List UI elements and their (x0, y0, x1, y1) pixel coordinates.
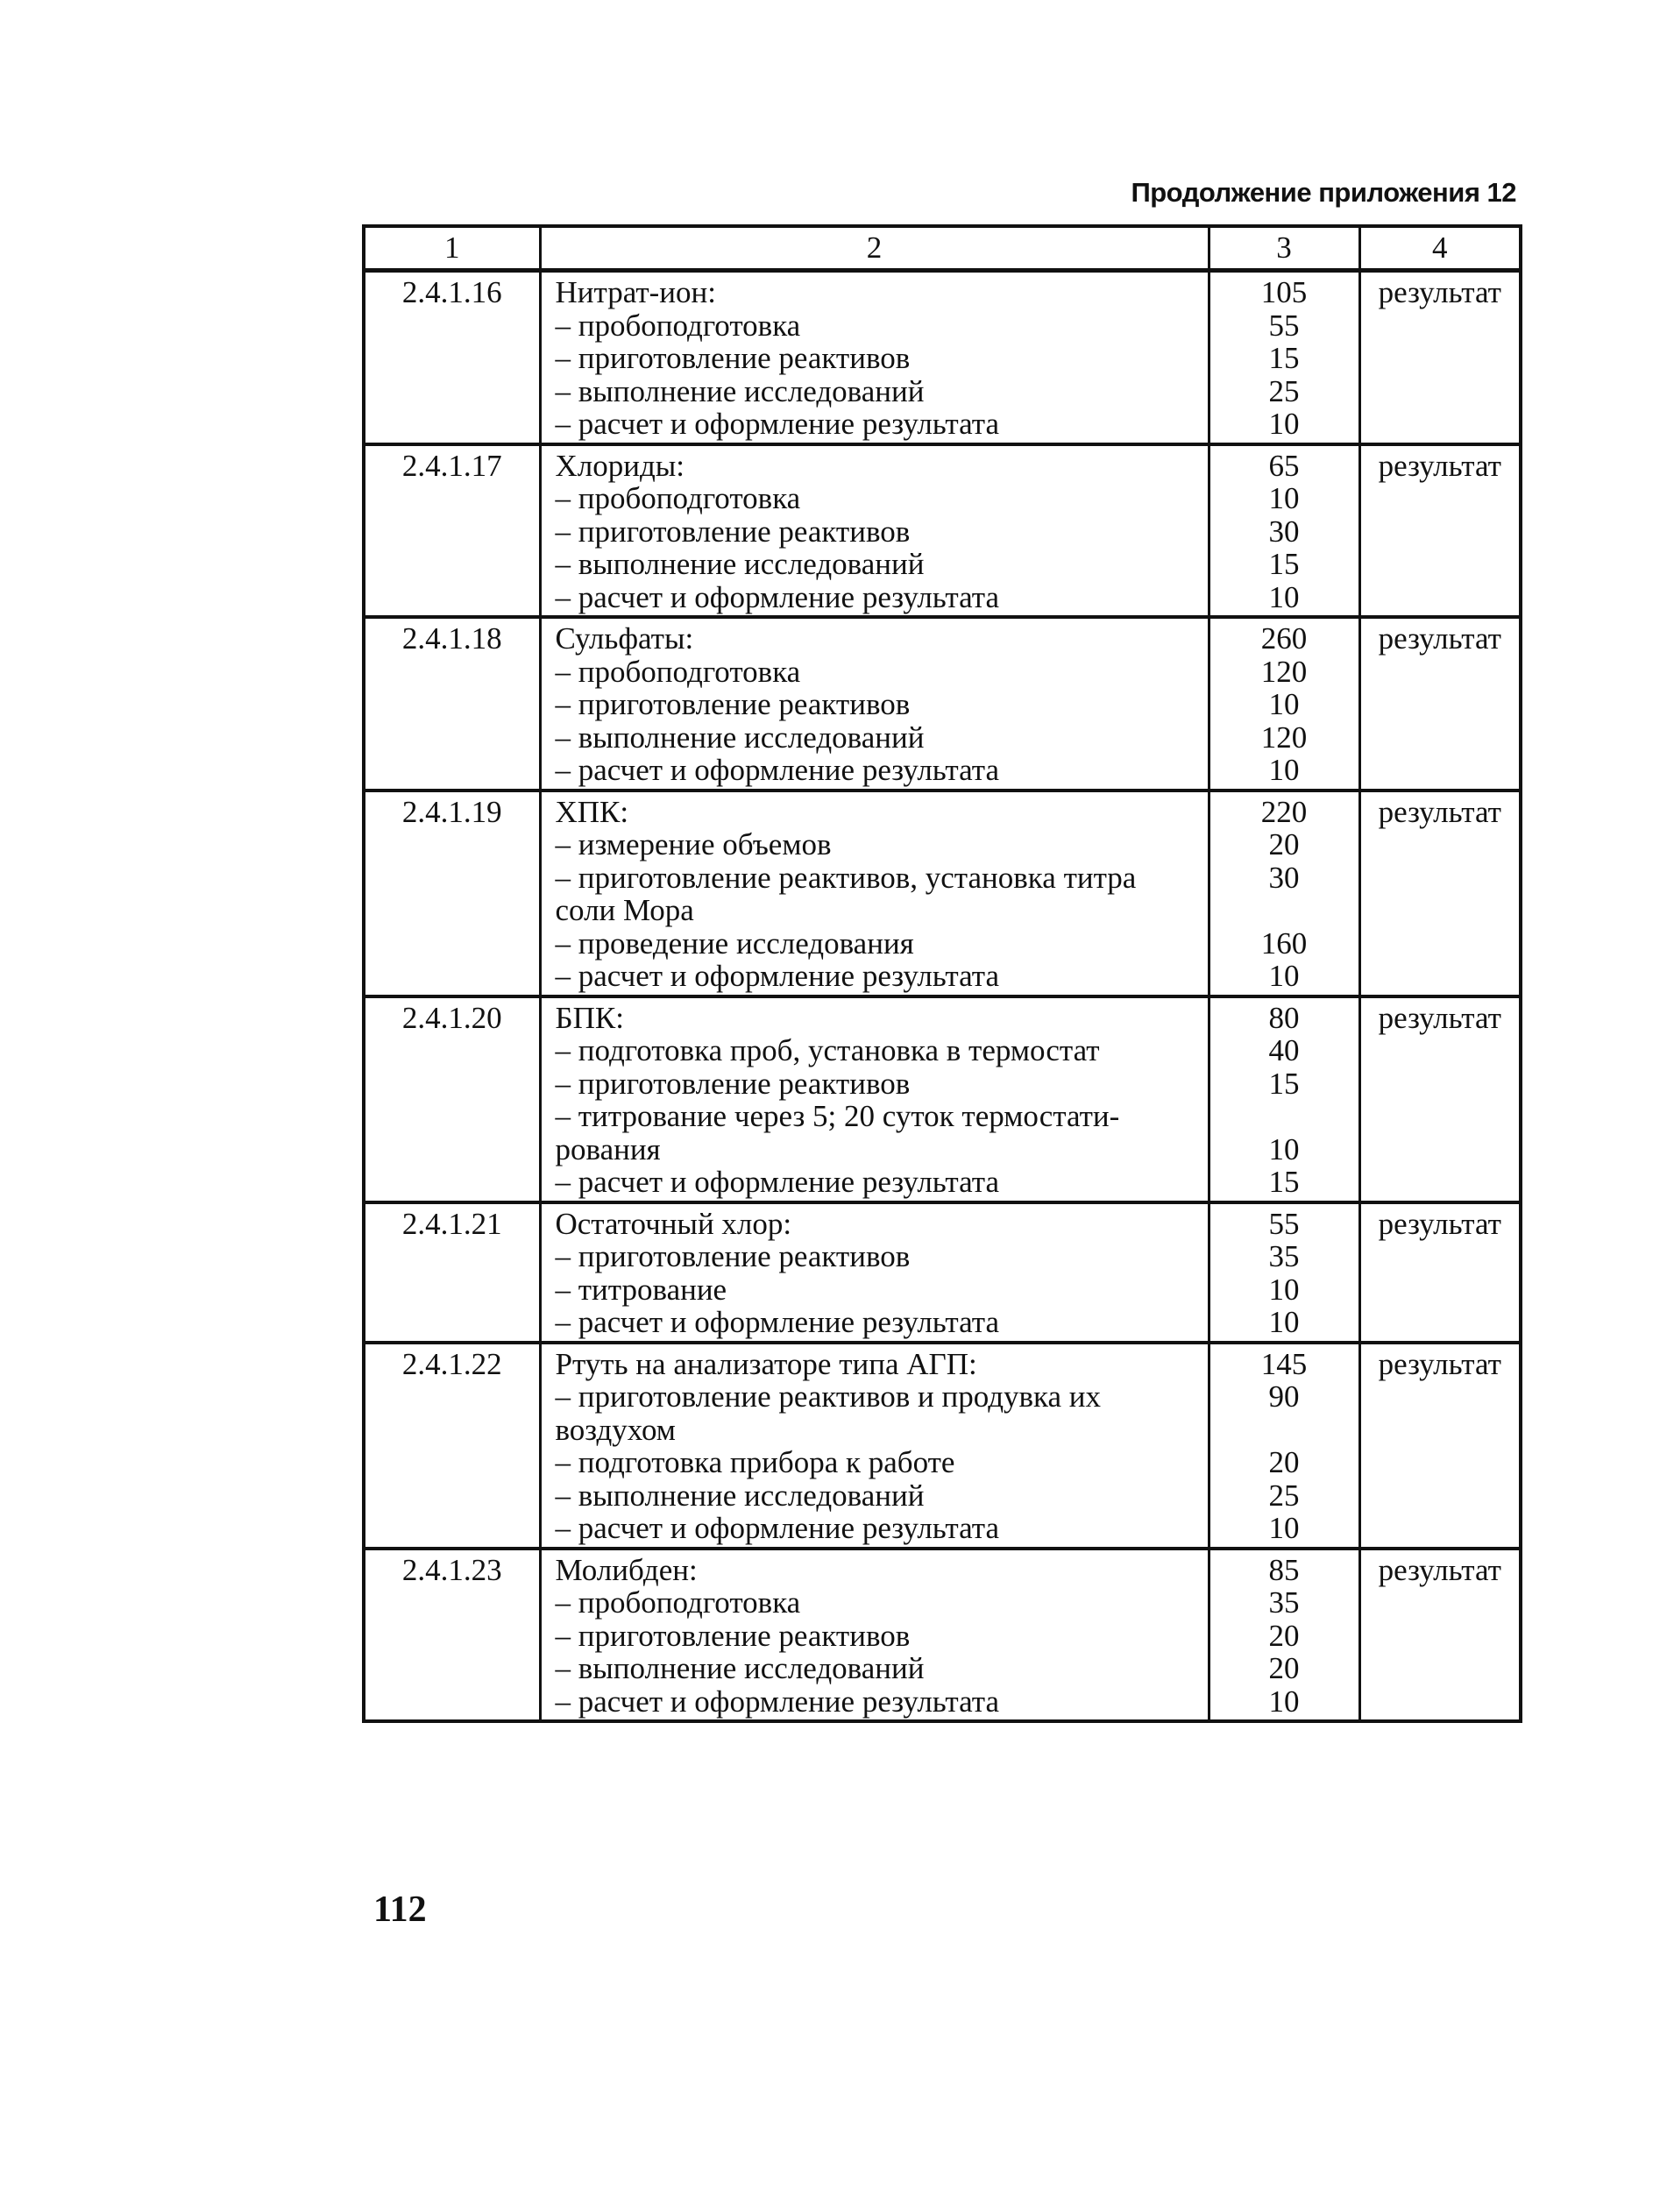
item-code: 2.4.1.22 (364, 1343, 540, 1549)
item-step-value: 10 (1268, 1272, 1300, 1307)
item-step-value: 10 (1268, 407, 1300, 441)
item-code: 2.4.1.20 (364, 996, 540, 1202)
item-step-value: 40 (1268, 1033, 1300, 1067)
item-step-value: 15 (1268, 341, 1300, 375)
item-step-value: 10 (1268, 1684, 1300, 1719)
item-time-values (1209, 1202, 1359, 1343)
item-step-value: 120 (1260, 720, 1308, 755)
item-step-value: 25 (1268, 373, 1300, 408)
item-unit: результат (1359, 1202, 1521, 1343)
column-header-3: 3 (1209, 226, 1359, 271)
item-step: – пробоподготовка (555, 654, 801, 689)
item-step: – подготовка прибора к работе (555, 1445, 955, 1479)
item-step-value: 15 (1268, 1066, 1300, 1101)
item-step-value: 35 (1268, 1239, 1300, 1273)
item-step: воздухом (555, 1412, 676, 1447)
item-step: – выполнение исследований (555, 1651, 925, 1685)
item-step: – расчет и оформление результата (555, 407, 1000, 441)
item-step: – приготовление реактивов (555, 341, 911, 375)
item-total-value: 220 (1260, 794, 1308, 829)
item-title: Ртуть на анализаторе типа АГП: (555, 1346, 977, 1381)
item-step: – приготовление реактивов (555, 1239, 911, 1273)
table-row (364, 791, 1521, 996)
item-step-value: 120 (1260, 654, 1308, 689)
continuation-note: Продолжение приложения 12 (1131, 177, 1516, 208)
item-step-value (1210, 1414, 1358, 1447)
item-title: ХПК: (555, 794, 629, 829)
item-step: – приготовление реактивов и продувка их (555, 1379, 1102, 1414)
item-step: – расчет и оформление результата (555, 1684, 1000, 1719)
item-code: 2.4.1.21 (364, 1202, 540, 1343)
item-step: – измерение объемов (555, 827, 832, 861)
item-code: 2.4.1.19 (364, 791, 540, 996)
item-total-value: 55 (1268, 1206, 1300, 1241)
item-step-value: 20 (1268, 1618, 1300, 1653)
item-step-value: 10 (1268, 753, 1300, 787)
page-number: 112 (373, 1889, 427, 1930)
item-description (540, 791, 1209, 996)
item-step: – выполнение исследований (555, 1478, 925, 1513)
item-step: – выполнение исследований (555, 547, 925, 581)
column-header-4: 4 (1359, 226, 1521, 271)
item-step: – расчет и оформление результата (555, 1165, 1000, 1199)
item-unit: результат (1359, 1343, 1521, 1549)
item-description (540, 996, 1209, 1202)
item-total-value: 85 (1268, 1552, 1300, 1587)
item-step-value: 30 (1268, 514, 1300, 549)
item-step: – выполнение исследований (555, 720, 925, 755)
item-step-value: 15 (1268, 547, 1300, 581)
item-unit: результат (1359, 617, 1521, 791)
item-description (540, 1343, 1209, 1549)
item-step-value: 20 (1268, 1445, 1300, 1479)
item-unit: результат (1359, 996, 1521, 1202)
item-total-value: 260 (1260, 621, 1308, 656)
norms-table (362, 224, 1522, 1723)
item-time-values (1209, 791, 1359, 996)
item-title: Хлориды: (555, 448, 685, 483)
item-step-value: 10 (1268, 579, 1300, 614)
table-header-row (364, 226, 1521, 271)
item-step-value: 20 (1268, 827, 1300, 861)
item-step: – приготовление реактивов, установка титра (555, 860, 1137, 895)
table-row (364, 1202, 1521, 1343)
item-time-values (1209, 1343, 1359, 1549)
item-step-value: 10 (1268, 687, 1300, 721)
column-header-1: 1 (364, 226, 540, 271)
item-step-value: 10 (1268, 481, 1300, 515)
item-title: БПК: (555, 1000, 624, 1035)
item-step-value: 20 (1268, 1651, 1300, 1685)
item-step-value: 10 (1268, 1131, 1300, 1166)
item-description (540, 617, 1209, 791)
item-step-value: 10 (1268, 1511, 1300, 1545)
item-step: – пробоподготовка (555, 1585, 801, 1620)
item-time-values (1209, 444, 1359, 618)
table-row (364, 996, 1521, 1202)
item-time-values (1209, 1549, 1359, 1722)
item-total-value: 145 (1260, 1346, 1308, 1381)
item-step: – приготовление реактивов (555, 1618, 911, 1653)
table-row (364, 444, 1521, 618)
item-total-value: 65 (1268, 448, 1300, 483)
item-step: рования (555, 1131, 661, 1166)
item-step-value: 55 (1268, 308, 1300, 343)
item-code: 2.4.1.16 (364, 271, 540, 444)
item-description (540, 444, 1209, 618)
item-step-value: 35 (1268, 1585, 1300, 1620)
item-unit: результат (1359, 1549, 1521, 1722)
item-total-value: 80 (1268, 1000, 1300, 1035)
item-description (540, 1549, 1209, 1722)
table-row (364, 1549, 1521, 1722)
item-step: – титрование через 5; 20 суток термостати- (555, 1099, 1120, 1133)
item-step: – проведение исследования (555, 925, 914, 961)
item-step-value: 15 (1268, 1165, 1300, 1199)
table-row (364, 271, 1521, 444)
item-step-value (1210, 894, 1358, 927)
item-step: – подготовка проб, установка в термостат (555, 1033, 1100, 1067)
item-step: – расчет и оформление результата (555, 1305, 1000, 1339)
table-row (364, 1343, 1521, 1549)
item-step: – приготовление реактивов (555, 514, 911, 549)
item-time-values (1209, 996, 1359, 1202)
item-step: – выполнение исследований (555, 373, 925, 408)
item-step-value: 160 (1260, 925, 1308, 961)
item-step: – расчет и оформление результата (555, 959, 1000, 993)
item-code: 2.4.1.18 (364, 617, 540, 791)
item-unit: результат (1359, 444, 1521, 618)
item-code: 2.4.1.23 (364, 1549, 540, 1722)
item-time-values (1209, 617, 1359, 791)
item-unit: результат (1359, 791, 1521, 996)
item-title: Сульфаты: (555, 621, 694, 656)
item-step-value (1210, 1100, 1358, 1133)
item-title: Остаточный хлор: (555, 1206, 792, 1241)
item-description (540, 1202, 1209, 1343)
item-time-values (1209, 271, 1359, 444)
item-step: – приготовление реактивов (555, 1066, 911, 1101)
item-step: – титрование (555, 1272, 727, 1307)
item-step-value: 10 (1268, 959, 1300, 993)
item-step: – расчет и оформление результата (555, 579, 1000, 614)
table-body (364, 271, 1521, 1722)
item-step: соли Мора (555, 893, 694, 927)
item-step: – пробоподготовка (555, 481, 801, 515)
table-row (364, 617, 1521, 791)
item-description (540, 271, 1209, 444)
item-step: – приготовление реактивов (555, 687, 911, 721)
item-total-value: 105 (1260, 275, 1308, 309)
item-unit: результат (1359, 271, 1521, 444)
column-header-2: 2 (540, 226, 1209, 271)
item-step-value: 30 (1268, 860, 1300, 895)
item-step-value: 10 (1268, 1305, 1300, 1339)
item-title: Молибден: (555, 1552, 698, 1587)
item-step-value: 90 (1268, 1379, 1300, 1414)
item-step-value: 25 (1268, 1478, 1300, 1513)
item-title: Нитрат-ион: (555, 275, 716, 309)
item-step: – пробоподготовка (555, 308, 801, 343)
item-step: – расчет и оформление результата (555, 753, 1000, 787)
item-code: 2.4.1.17 (364, 444, 540, 618)
item-step: – расчет и оформление результата (555, 1511, 1000, 1545)
